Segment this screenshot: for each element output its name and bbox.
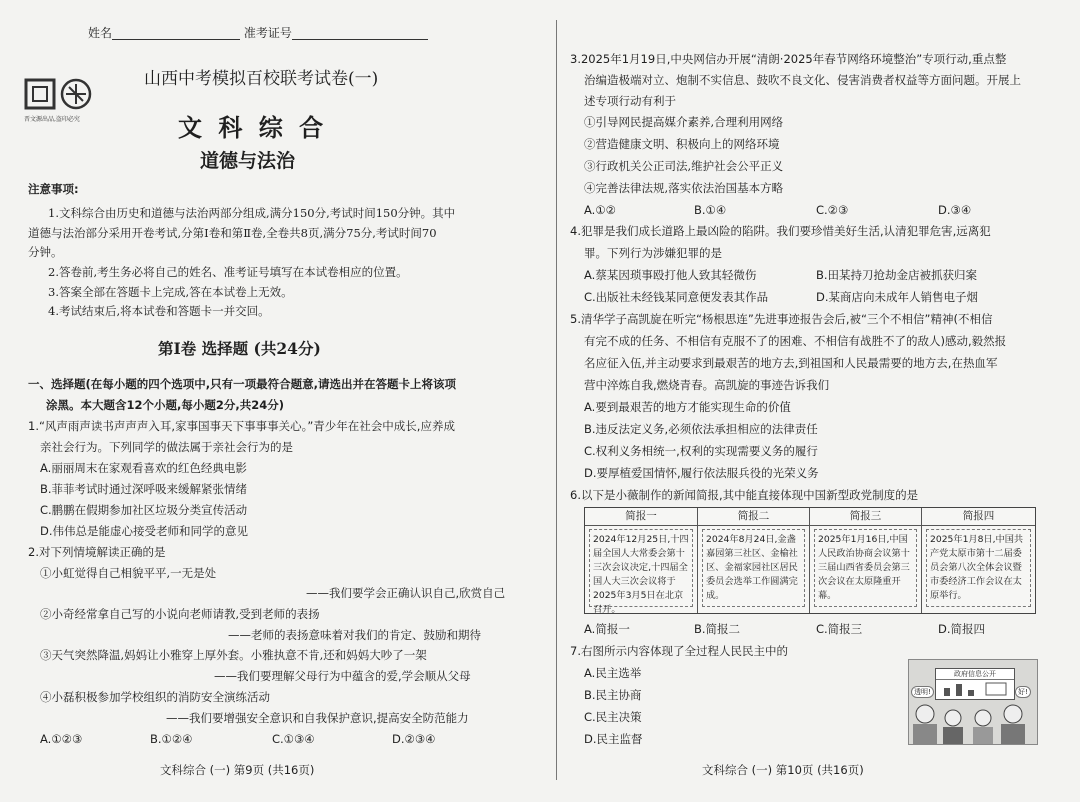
q2-scene: ②小奇经常拿自己写的小说向老师请教,受到老师的表扬 [40, 607, 320, 621]
news-brief-title: 简报四 [922, 508, 1035, 526]
q4-option-d[interactable]: D.某商店向未成年人销售电子烟 [816, 290, 979, 304]
page-divider [556, 20, 557, 780]
news-brief-table [584, 507, 1036, 614]
page-footer-left: 文科综合 (一) 第9页 (共16页) [160, 763, 315, 777]
q5-stem: 5.清华学子高凯旋在听完“杨根思连”先进事迹报告会后,被“三个不相信”精神(不相信 [570, 312, 993, 326]
news-brief-body: 2024年8月24日,金盏嘉园第三社区、金榆社区、金福家园社区居民委员会选举工作圆满完成。 [702, 529, 805, 607]
info-board [935, 668, 1015, 700]
q3-option-d[interactable]: D.③④ [938, 203, 972, 217]
q6-option-a[interactable]: A.简报一 [584, 622, 630, 636]
name-label: 姓名 [88, 26, 113, 40]
q1-stem: 1.“风声雨声读书声声声入耳,家事国事天下事事事关心。”青少年在社会中成长,应养成 [28, 419, 455, 433]
q5-option-a[interactable]: A.要到最艰苦的地方才能实现生命的价值 [584, 400, 791, 414]
notice-line: 分钟。 [28, 245, 63, 259]
q3-stem: 治编造极端对立、炮制不实信息、鼓吹不良文化、侵害消费者权益等方面问题。开展上 [584, 73, 1021, 87]
notice-line: 2.答卷前,考生务必将自己的姓名、准考证号填写在本试卷相应的位置。 [48, 265, 408, 279]
q4-option-a[interactable]: A.蔡某因琐事殴打他人致其轻微伤 [584, 268, 757, 282]
q5-stem: 营中淬炼自我,燃烧青春。高凯旋的事迹告诉我们 [584, 378, 830, 392]
news-brief-title: 简报二 [698, 508, 809, 526]
q6-stem: 6.以下是小薇制作的新闻简报,其中能直接体现中国新型政党制度的是 [570, 488, 919, 502]
info-board-title: 政府信息公开 [936, 669, 1014, 680]
q1-option-c[interactable]: C.鹏鹏在假期参加社区垃圾分类宣传活动 [40, 503, 248, 517]
speech-bubble-right: 好! [1015, 686, 1031, 698]
q3-item: ②营造健康文明、积极向上的网络环境 [584, 137, 780, 151]
q4-stem: 4.犯罪是我们成长道路上最凶险的陷阱。我们要珍惜美好生活,认清犯罪危害,远离犯 [570, 224, 991, 238]
q1-option-b[interactable]: B.菲菲考试时通过深呼吸来缓解紧张情绪 [40, 482, 248, 496]
news-brief [697, 508, 809, 613]
section-title: 第Ⅰ卷 选择题 (共24分) [158, 339, 321, 358]
instruction-line: 涂黑。本大题含12个小题,每小题2分,共24分) [46, 398, 284, 412]
speech-bubble-left: 透明! [911, 686, 934, 698]
bar-graphic-icon [936, 680, 1014, 698]
q5-stem: 有完不成的任务、不相信有克服不了的困难、不相信有战胜不了的敌人)感动,毅然报 [584, 334, 1007, 348]
q5-option-c[interactable]: C.权利义务相统一,权利的实现需要义务的履行 [584, 444, 818, 458]
q2-reading: ——我们要学会正确认识自己,欣赏自己 [306, 586, 506, 600]
q3-option-a[interactable]: A.①② [584, 203, 616, 217]
q2-reading: ——老师的表扬意味着对我们的肯定、鼓励和期待 [228, 628, 481, 642]
exam-id-label: 准考证号 [243, 26, 292, 40]
q4-stem: 罪。下列行为涉嫌犯罪的是 [584, 246, 722, 260]
name-field[interactable] [88, 26, 428, 40]
q6-option-c[interactable]: C.简报三 [816, 622, 863, 636]
notice-line: 3.答案全部在答题卡上完成,答在本试卷上无效。 [48, 285, 293, 299]
notice-line: 道德与法治部分采用开卷考试,分第Ⅰ卷和第Ⅱ卷,全卷共8页,满分75分,考试时间70 [28, 226, 437, 240]
q5-option-b[interactable]: B.违反法定义务,必须依法承担相应的法律责任 [584, 422, 818, 436]
people-crowd-icon [909, 700, 1037, 744]
q7-option-d[interactable]: D.民主监督 [584, 732, 643, 746]
q7-option-a[interactable]: A.民主选举 [584, 666, 642, 680]
news-brief [585, 508, 697, 613]
q2-scene: ④小磊积极参加学校组织的消防安全演练活动 [40, 690, 270, 704]
news-brief-body: 2025年1月16日,中国人民政治协商会议第十三届山西省委员会第三次会议在太原隆重开幕。 [814, 529, 917, 607]
q3-item: ①引导网民提高媒介素养,合理利用网络 [584, 115, 784, 129]
q2-option-b[interactable]: B.①②④ [150, 732, 193, 746]
q3-option-c[interactable]: C.②③ [816, 203, 849, 217]
q1-option-d[interactable]: D.伟伟总是能虚心接受老师和同学的意见 [40, 524, 249, 538]
q4-option-c[interactable]: C.出版社未经钱某同意便发表其作品 [584, 290, 769, 304]
news-brief-body: 2024年12月25日,十四届全国人大常委会第十三次会议决定,十四届全国人大三次会议将于2025年3月5日在北京召开。 [589, 529, 693, 607]
q2-scene: ①小虹觉得自己相貌平平,一无是处 [40, 566, 217, 580]
q2-option-d[interactable]: D.②③④ [392, 732, 436, 746]
q1-option-a[interactable]: A.丽丽周末在家观看喜欢的红色经典电影 [40, 461, 247, 475]
news-brief [921, 508, 1035, 613]
news-brief-body: 2025年1月8日,中国共产党太原市第十二届委员会第八次全体会议暨市委经济工作会议在太原举行。 [926, 529, 1031, 607]
q4-option-b[interactable]: B.田某持刀抢劫金店被抓获归案 [816, 268, 978, 282]
logo-mark-icon [24, 78, 100, 112]
q3-option-b[interactable]: B.①④ [694, 203, 727, 217]
q3-item: ④完善法律法规,落实依法治国基本方略 [584, 181, 784, 195]
logo-caption: 晋文源出品,盗印必究 [24, 116, 80, 123]
q6-option-d[interactable]: D.简报四 [938, 622, 986, 636]
notice-line: 4.考试结束后,将本试卷和答题卡一并交回。 [48, 304, 270, 318]
publisher-logo [24, 78, 100, 123]
news-brief [809, 508, 921, 613]
news-brief-title: 简报三 [810, 508, 921, 526]
q1-stem: 亲社会行为。下列同学的做法属于亲社会行为的是 [40, 440, 293, 454]
q6-option-b[interactable]: B.简报二 [694, 622, 741, 636]
q3-stem: 述专项行动有利于 [584, 94, 676, 108]
subject-title: 文 科 综 合 [178, 113, 328, 142]
exam-id-blank[interactable] [292, 39, 428, 40]
q2-option-a[interactable]: A.①②③ [40, 732, 83, 746]
q7-option-b[interactable]: B.民主协商 [584, 688, 642, 702]
q7-option-c[interactable]: C.民主决策 [584, 710, 642, 724]
q2-reading: ——我们要增强安全意识和自我保护意识,提高安全防范能力 [166, 711, 469, 725]
q2-stem: 2.对下列情境解读正确的是 [28, 545, 166, 559]
q7-stem: 7.右图所示内容体现了全过程人民民主中的 [570, 644, 788, 658]
name-blank[interactable] [112, 39, 240, 40]
instruction-line: 一、选择题(在每小题的四个选项中,只有一项最符合题意,请选出并在答题卡上将该项 [28, 377, 456, 391]
sub-subject-title: 道德与法治 [200, 150, 296, 172]
news-brief-title: 简报一 [585, 508, 697, 526]
exam-title: 山西中考模拟百校联考试卷(一) [144, 69, 379, 89]
q3-item: ③行政机关公正司法,维护社会公平正义 [584, 159, 784, 173]
notice-title: 注意事项: [28, 182, 79, 196]
q5-stem: 名应征入伍,并主动要求到最艰苦的地方去,到祖国和人民最需要的地方去,在热血军 [584, 356, 998, 370]
government-info-cartoon [908, 659, 1038, 745]
q5-option-d[interactable]: D.要厚植爱国情怀,履行依法服兵役的光荣义务 [584, 466, 819, 480]
q3-stem: 3.2025年1月19日,中央网信办开展“清朗·2025年春节网络环境整治”专项行动,重点整 [570, 52, 1007, 66]
q2-scene: ③天气突然降温,妈妈让小雅穿上厚外套。小雅执意不肯,还和妈妈大吵了一架 [40, 648, 427, 662]
page-footer-right: 文科综合 (一) 第10页 (共16页) [702, 763, 864, 777]
q2-option-c[interactable]: C.①③④ [272, 732, 315, 746]
q2-reading: ——我们要理解父母行为中蕴含的爱,学会顺从父母 [214, 669, 471, 683]
notice-line: 1.文科综合由历史和道德与法治两部分组成,满分150分,考试时间150分钟。其中 [48, 206, 456, 220]
